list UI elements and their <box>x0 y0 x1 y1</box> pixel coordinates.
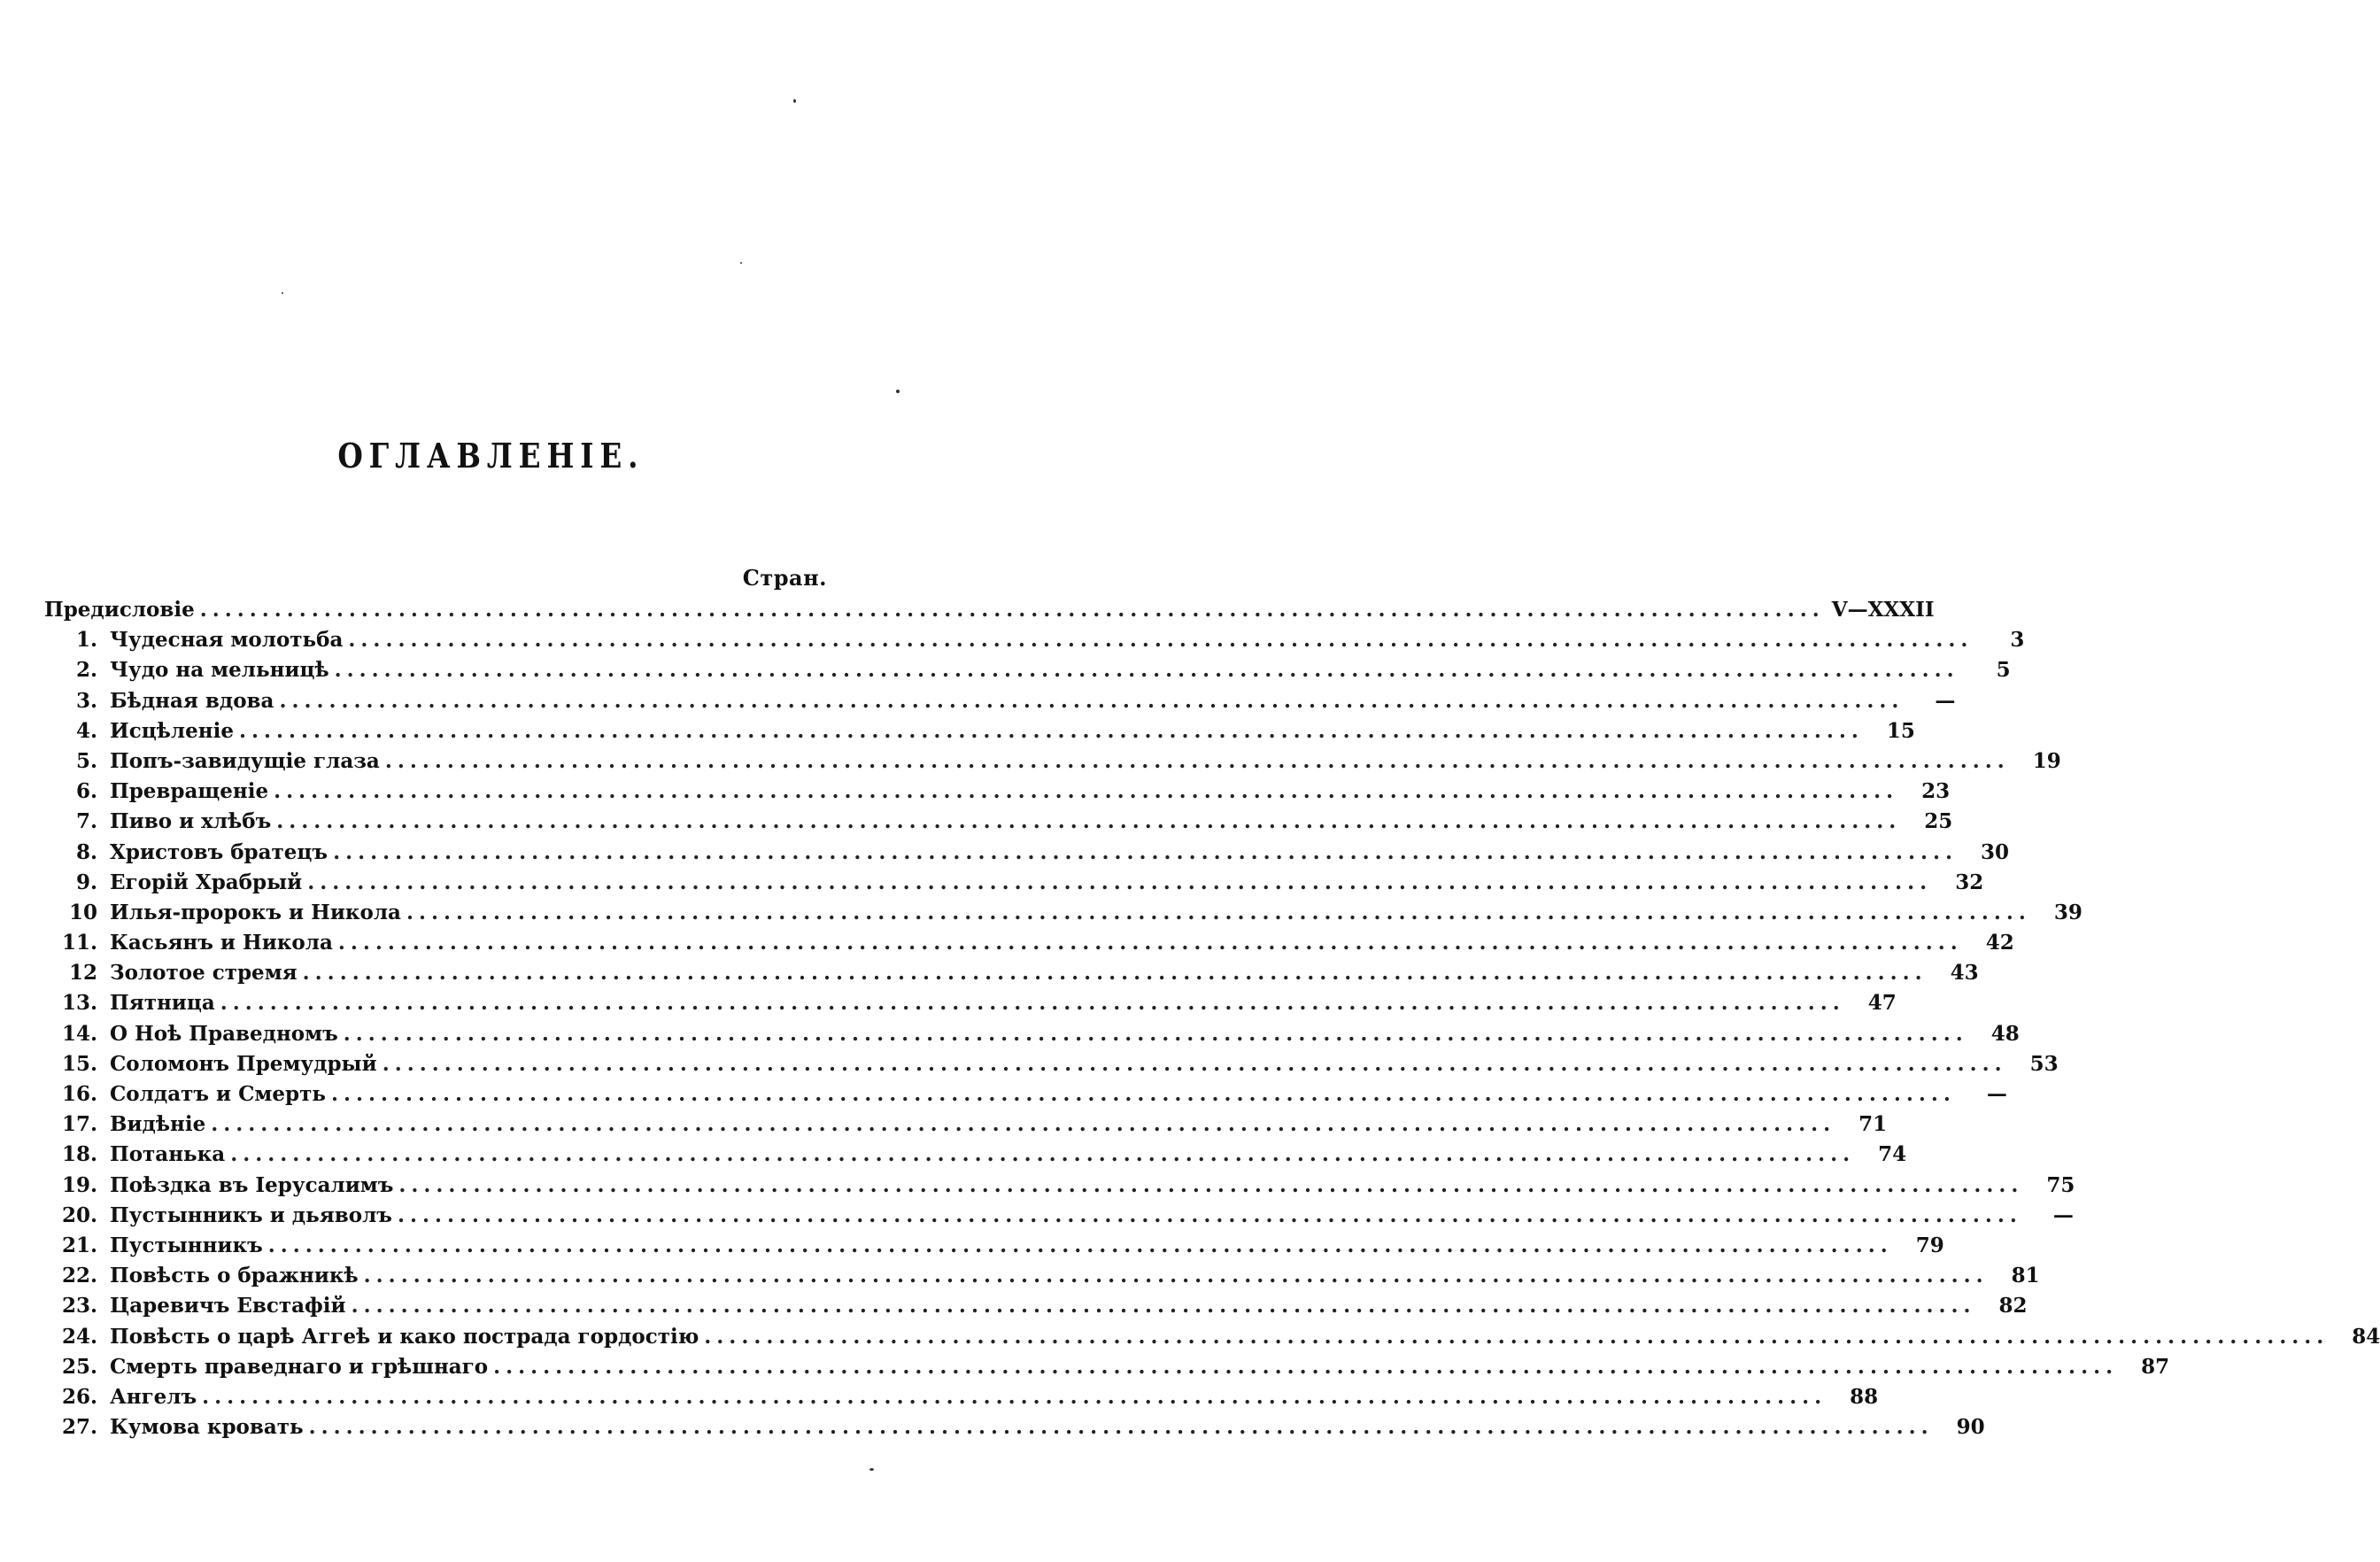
toc-entry-page: 30 <box>1981 839 2010 864</box>
toc-entry-page: 42 <box>1985 931 2014 955</box>
toc-entry <box>44 1110 1888 1140</box>
toc-entry-page: 84 <box>2352 1324 2380 1349</box>
toc-entry-title: Илья-пророкъ и Никола <box>110 900 401 924</box>
toc-dot-leader: ................................................................................................................................... <box>202 1384 1828 1409</box>
toc-dot-leader: ................................................................................................................................... <box>406 900 2031 924</box>
scan-speck <box>896 390 900 393</box>
toc-entry-page: 32 <box>1955 870 1984 894</box>
toc-entry <box>44 1322 2380 1352</box>
toc-dot-leader: ................................................................................................................................... <box>348 628 1974 653</box>
toc-dot-leader: ................................................................................................................................... <box>334 658 1959 683</box>
toc-entry-number: 2. <box>75 658 97 683</box>
toc-entry-page: 88 <box>1850 1384 1879 1409</box>
toc-entry-title: Повѣсть о царѣ Аггеѣ и како пострада гордостію <box>110 1324 699 1349</box>
toc-entry-page: 15 <box>1886 718 1915 743</box>
toc-entry <box>44 1382 1879 1412</box>
toc-entry-number: 7. <box>75 809 97 834</box>
toc-entry-page: — <box>2052 1202 2074 1227</box>
toc-dot-leader: ................................................................................................................................... <box>343 1021 1968 1046</box>
toc-dot-leader: ................................................................................................................................... <box>302 961 1928 986</box>
toc-entry-number: 22. <box>61 1264 97 1288</box>
toc-entry-page: 3 <box>2010 628 2025 653</box>
toc-entry-title: Егорій Храбрый <box>110 870 303 894</box>
toc-entry-title: Пустынникъ и дьяволъ <box>110 1202 392 1227</box>
page-title: ОГЛАВЛЕНІЕ. <box>337 436 645 476</box>
toc-entry <box>44 595 1935 625</box>
toc-entry-number: 4. <box>75 718 97 743</box>
toc-entry <box>44 898 2082 928</box>
toc-entry-title: Пиво и хлѣбъ <box>110 809 272 834</box>
toc-entry <box>44 1140 1907 1170</box>
toc-entry-title: Смерть праведнаго и грѣшнаго <box>110 1354 489 1379</box>
toc-entry-number: 17. <box>61 1112 97 1137</box>
toc-entry <box>44 868 1984 898</box>
scan-speck <box>869 1468 874 1471</box>
toc-entry <box>44 988 1897 1018</box>
toc-dot-leader: ................................................................................................................................... <box>307 870 1933 894</box>
toc-entry-number: 16. <box>61 1082 97 1106</box>
toc-entry-number: 9. <box>75 870 97 894</box>
toc-entry-title: Кумова кровать <box>110 1415 304 1440</box>
toc-entry-number: 3. <box>75 688 97 713</box>
toc-entry-page: 53 <box>2029 1051 2059 1076</box>
toc-entry-title: О Ноѣ Праведномъ <box>110 1021 338 1046</box>
toc-entry-page: 23 <box>1921 779 1951 804</box>
toc-dot-leader: ................................................................................................................................... <box>333 839 1959 864</box>
toc-entry-title: Бѣдная вдова <box>110 688 274 713</box>
toc-entry-number: 23. <box>61 1294 97 1318</box>
toc-entry <box>44 1261 2040 1291</box>
toc-dot-leader: ................................................................................................................................... <box>493 1354 2119 1379</box>
toc-dot-leader: ................................................................................................................................... <box>276 809 1902 834</box>
scan-speck <box>740 262 742 264</box>
toc-dot-leader: ................................................................................................................................... <box>337 931 1963 955</box>
toc-dot-leader: ................................................................................................................................... <box>398 1172 2024 1197</box>
toc-entry <box>44 716 1915 746</box>
toc-entry <box>44 1291 2028 1321</box>
toc-entry <box>44 1412 1985 1442</box>
toc-dot-leader: ................................................................................................................................... <box>238 718 1864 743</box>
toc-entry-number: 10 <box>68 900 97 924</box>
toc-entry-page: 75 <box>2046 1172 2075 1197</box>
toc-entry <box>44 807 1953 837</box>
toc-dot-leader: ................................................................................................................................... <box>274 779 1899 804</box>
toc-entry-title: Соломонъ Премудрый <box>110 1051 377 1076</box>
toc-entry-page: 48 <box>1990 1021 2020 1046</box>
toc-entry-title: Видѣніе <box>110 1112 206 1137</box>
toc-dot-leader: ................................................................................................................................... <box>351 1294 1976 1318</box>
toc-dot-leader: ................................................................................................................................... <box>397 1202 2022 1227</box>
toc-dot-leader: ................................................................................................................................... <box>199 598 1825 622</box>
toc-entry-page: 90 <box>1956 1415 1985 1440</box>
toc-dot-leader: ................................................................................................................................... <box>330 1082 1956 1106</box>
toc-entry-page: 74 <box>1878 1142 1907 1167</box>
toc-entry-number: 1. <box>75 628 97 653</box>
toc-entry <box>44 838 2010 868</box>
toc-entry <box>44 1231 1944 1261</box>
toc-entry <box>44 928 2014 958</box>
toc-entry-title: Солдатъ и Смерть <box>110 1082 326 1106</box>
toc-entry-page: V—XXXII <box>1831 598 1935 622</box>
toc-entry <box>44 1171 2075 1201</box>
toc-dot-leader: ................................................................................................................................... <box>220 991 1845 1016</box>
toc-dot-leader: ................................................................................................................................... <box>308 1415 1934 1440</box>
toc-entry <box>44 1352 2170 1382</box>
toc-entry-number: 26. <box>61 1384 97 1409</box>
toc-dot-leader: ................................................................................................................................... <box>267 1233 1893 1257</box>
toc-entry-title: Поѣздка въ Іерусалимъ <box>110 1172 394 1197</box>
toc-entry-title: Христовъ братецъ <box>110 839 328 864</box>
toc-entry-page: 19 <box>2032 748 2061 773</box>
toc-entry-title: Предисловіе <box>44 598 195 622</box>
table-of-contents <box>44 595 2380 1442</box>
toc-entry-number: 18. <box>61 1142 97 1167</box>
scan-speck <box>282 292 283 294</box>
toc-entry-title: Золотое стремя <box>110 961 298 986</box>
toc-dot-leader: ................................................................................................................................... <box>382 1051 2007 1076</box>
toc-entry-number: 6. <box>75 779 97 804</box>
toc-entry-number: 19. <box>61 1172 97 1197</box>
toc-entry-page: 47 <box>1867 991 1897 1016</box>
toc-entry-page: 5 <box>1996 658 2011 683</box>
toc-entry <box>44 746 2061 777</box>
toc-entry-title: Касьянъ и Никола <box>110 931 333 955</box>
toc-entry-page: 71 <box>1858 1112 1888 1137</box>
toc-entry-page: 81 <box>2011 1264 2040 1288</box>
toc-entry-number: 14. <box>61 1021 97 1046</box>
toc-entry-title: Пятница <box>110 991 215 1016</box>
toc-entry-title: Ангелъ <box>110 1384 197 1409</box>
toc-dot-leader: ................................................................................................................................... <box>279 688 1905 713</box>
toc-entry-title: Потанька <box>110 1142 226 1167</box>
toc-dot-leader: ................................................................................................................................... <box>230 1142 1856 1167</box>
toc-entry <box>44 958 1979 988</box>
scan-speck <box>793 99 796 103</box>
toc-entry-number: 20. <box>61 1202 97 1227</box>
toc-entry-number: 24. <box>61 1324 97 1349</box>
toc-entry <box>44 777 1951 807</box>
toc-entry <box>44 625 2025 655</box>
toc-entry-number: 8. <box>75 839 97 864</box>
toc-entry-title: Пустынникъ <box>110 1233 263 1257</box>
toc-entry-title: Превращеніе <box>110 779 269 804</box>
toc-entry-title: Попъ-завидущіе глаза <box>110 748 380 773</box>
toc-entry <box>44 655 2011 685</box>
toc-entry-page: 82 <box>1998 1294 2028 1318</box>
toc-dot-leader: ................................................................................................................................... <box>211 1112 1836 1137</box>
toc-entry-page: 39 <box>2053 900 2082 924</box>
toc-entry-page: — <box>1986 1082 2007 1106</box>
toc-entry-title: Царевичъ Евстафій <box>110 1294 346 1318</box>
toc-entry-number: 15. <box>61 1051 97 1076</box>
toc-entry <box>44 1019 2020 1049</box>
toc-entry <box>44 1201 2074 1231</box>
toc-entry-number: 25. <box>61 1354 97 1379</box>
toc-entry-title: Чудо на мельницѣ <box>110 658 329 683</box>
toc-entry-number: 27. <box>61 1415 97 1440</box>
toc-entry-number: 21. <box>61 1233 97 1257</box>
toc-entry-page: 43 <box>1950 961 1979 986</box>
toc-entry-page: 79 <box>1915 1233 1944 1257</box>
toc-entry-number: 5. <box>75 748 97 773</box>
toc-dot-leader: ................................................................................................................................... <box>363 1264 1989 1288</box>
toc-dot-leader: ................................................................................................................................... <box>384 748 2010 773</box>
toc-entry-number: 13. <box>61 991 97 1016</box>
toc-entry-number: 12 <box>68 961 97 986</box>
toc-entry-title: Повѣсть о бражникѣ <box>110 1264 359 1288</box>
toc-entry <box>44 1079 2007 1110</box>
toc-entry-title: Исцѣленіе <box>110 718 234 743</box>
toc-entry-page: — <box>1935 688 1956 713</box>
toc-entry-title: Чудесная молотьба <box>110 628 344 653</box>
toc-entry <box>44 1049 2059 1079</box>
toc-entry-number: 11. <box>61 931 97 955</box>
toc-dot-leader: ................................................................................................................................... <box>704 1324 2330 1349</box>
toc-entry-page: 25 <box>1924 809 1953 834</box>
page-column-header: Стран. <box>742 565 827 591</box>
toc-entry <box>44 686 1956 716</box>
toc-entry-page: 87 <box>2141 1354 2170 1379</box>
